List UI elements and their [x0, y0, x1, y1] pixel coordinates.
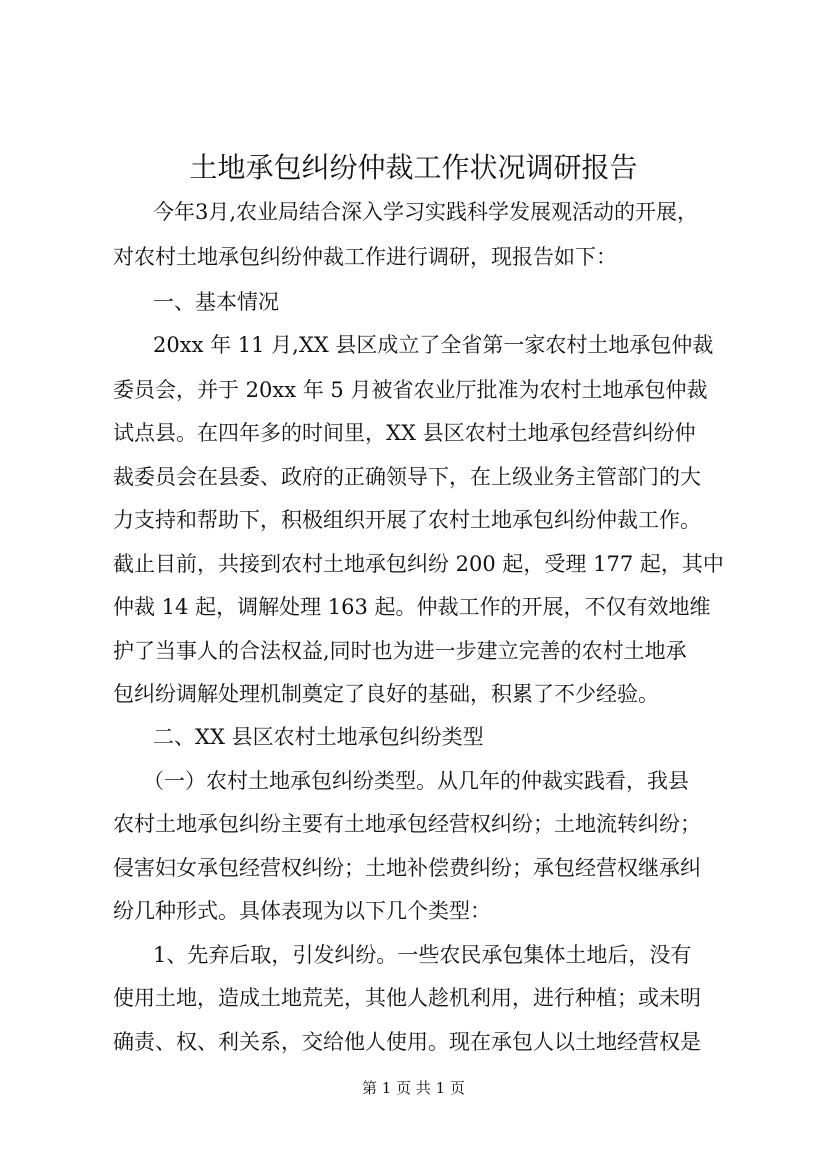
- body-line: 试点县。在四年多的时间里，XX 县区农村土地承包经营纠纷仲: [113, 421, 696, 445]
- body-line: 裁委员会在县委、政府的正确领导下，在上级业务主管部门的大: [113, 465, 701, 489]
- document-title: 土地承包纠纷仲裁工作状况调研报告: [189, 151, 638, 184]
- body-line: 农村土地承包纠纷主要有土地承包经营权纠纷；土地流转纠纷；: [113, 812, 701, 836]
- body-line: 护了当事人的合法权益,同时也为进一步建立完善的农村土地承: [113, 639, 687, 663]
- section-heading: 一、基本情况: [153, 290, 279, 314]
- body-line: 委员会，并于 20xx 年 5 月被省农业厅批准为农村土地承包仲裁: [113, 378, 708, 402]
- body-line: 20xx 年 11 月,XX 县区成立了全省第一家农村土地承包仲裁: [153, 333, 714, 357]
- body-line: 对农村土地承包纠纷仲裁工作进行调研，现报告如下：: [113, 245, 617, 269]
- body-line: 包纠纷调解处理机制奠定了良好的基础，积累了不少经验。: [113, 682, 659, 706]
- body-line: （一）农村土地承包纠纷类型。从几年的仲裁实践看，我县: [143, 769, 689, 793]
- body-line: 截止目前，共接到农村土地承包纠纷 200 起，受理 177 起，其中: [113, 552, 724, 576]
- section-heading: 二、XX 县区农村土地承包纠纷类型: [153, 725, 484, 749]
- body-line: 力支持和帮助下，积极组织开展了农村土地承包纠纷仲裁工作。: [113, 508, 701, 532]
- body-line: 纷几种形式。具体表现为以下几个类型：: [113, 899, 491, 923]
- body-line: 确责、权、利关系，交给他人使用。现在承包人以土地经营权是: [113, 1030, 701, 1054]
- body-line: 今年3月,农业局结合深入学习实践科学发展观活动的开展，: [153, 200, 699, 224]
- body-line: 1、先弃后取，引发纠纷。一些农民承包集体土地后，没有: [153, 943, 692, 967]
- body-line: 使用土地，造成土地荒芜，其他人趁机利用，进行种植；或未明: [113, 986, 701, 1010]
- body-line: 侵害妇女承包经营权纠纷；土地补偿费纠纷；承包经营权继承纠: [113, 856, 701, 880]
- page-footer: 第 1 页 共 1 页: [362, 1079, 465, 1097]
- body-line: 仲裁 14 起，调解处理 163 起。仲裁工作的开展，不仅有效地维: [113, 595, 711, 619]
